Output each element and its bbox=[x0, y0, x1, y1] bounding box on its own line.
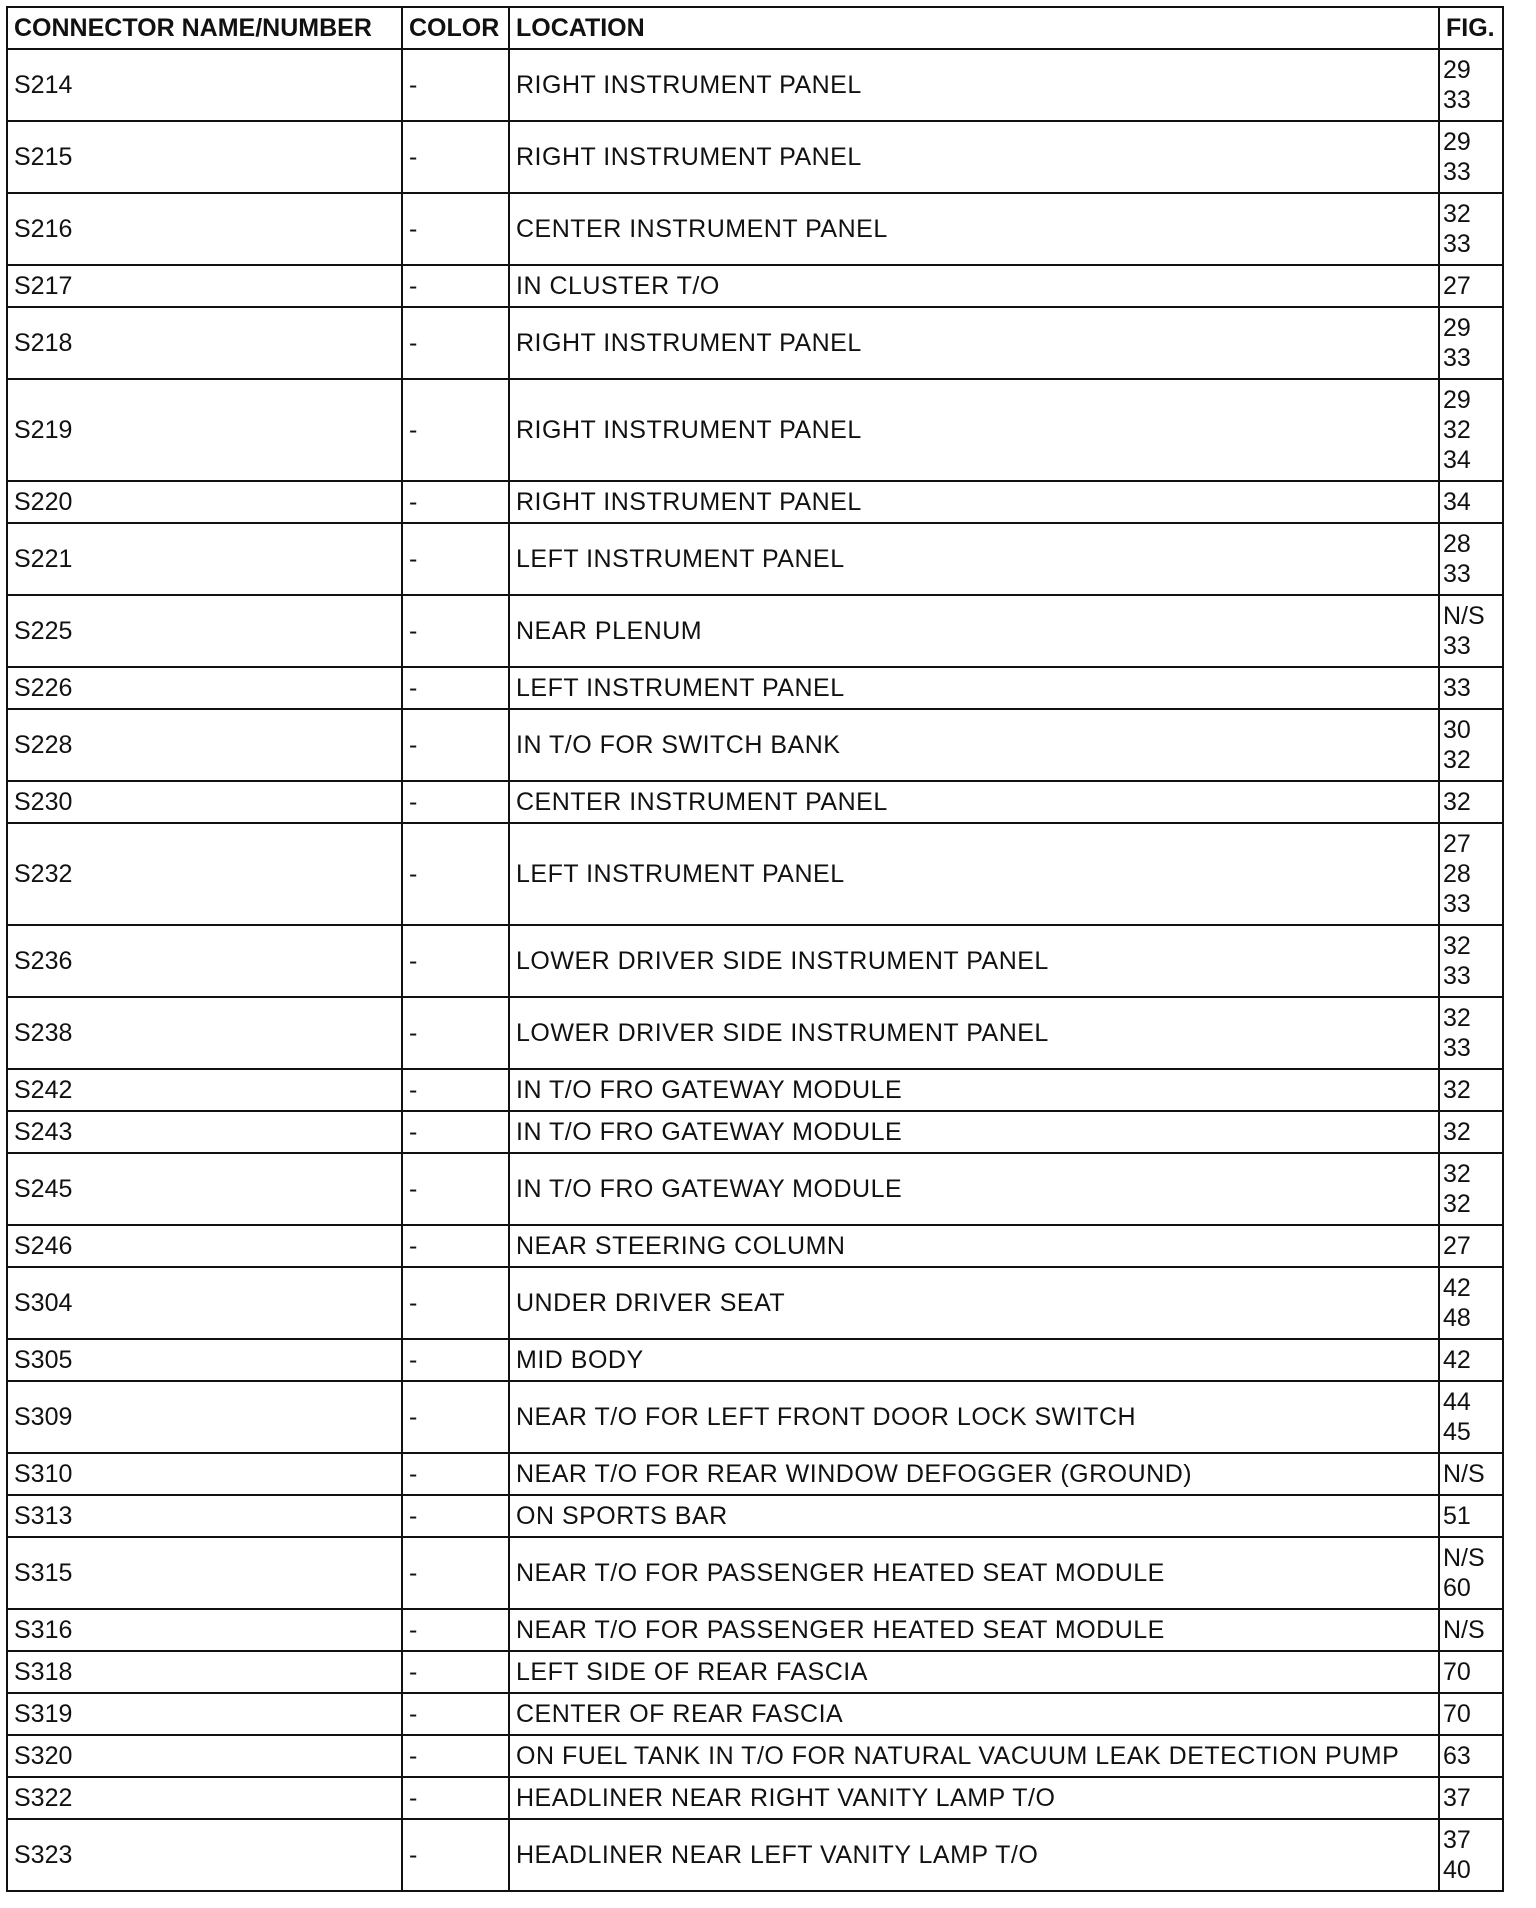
fig-cell bbox=[1439, 925, 1503, 997]
table-row bbox=[7, 379, 1503, 481]
connector-name-cell: S246 bbox=[7, 1225, 402, 1267]
color-cell: - bbox=[402, 523, 509, 595]
table-row bbox=[7, 1735, 1503, 1777]
location-cell: RIGHT INSTRUMENT PANEL bbox=[509, 379, 1439, 481]
color-cell: - bbox=[402, 1453, 509, 1495]
fig-number: 28 bbox=[1443, 860, 1471, 888]
location-cell: LOWER DRIVER SIDE INSTRUMENT PANEL bbox=[509, 925, 1439, 997]
color-cell: - bbox=[402, 1651, 509, 1693]
connector-name-cell: S238 bbox=[7, 997, 402, 1069]
color-cell: - bbox=[402, 49, 509, 121]
fig-number: 40 bbox=[1443, 1856, 1471, 1884]
table-row bbox=[7, 667, 1503, 709]
location-cell: NEAR STEERING COLUMN bbox=[509, 1225, 1439, 1267]
fig-number: 33 bbox=[1443, 86, 1471, 114]
fig-cell bbox=[1439, 1735, 1503, 1777]
header-connector-name: CONNECTOR NAME/NUMBER bbox=[7, 7, 402, 49]
table-row bbox=[7, 1693, 1503, 1735]
table-row bbox=[7, 925, 1503, 997]
table-row bbox=[7, 1069, 1503, 1111]
fig-cell bbox=[1439, 667, 1503, 709]
table-row bbox=[7, 1495, 1503, 1537]
fig-number: 27 bbox=[1443, 272, 1471, 300]
connector-name-cell: S236 bbox=[7, 925, 402, 997]
fig-number: 27 bbox=[1443, 830, 1471, 858]
color-cell: - bbox=[402, 1495, 509, 1537]
table-row bbox=[7, 523, 1503, 595]
location-cell: UNDER DRIVER SEAT bbox=[509, 1267, 1439, 1339]
fig-number: 34 bbox=[1443, 488, 1471, 516]
table-row bbox=[7, 307, 1503, 379]
header-location: LOCATION bbox=[509, 7, 1439, 49]
color-cell: - bbox=[402, 1693, 509, 1735]
table-row bbox=[7, 1453, 1503, 1495]
fig-cell bbox=[1439, 595, 1503, 667]
connector-name-cell: S215 bbox=[7, 121, 402, 193]
fig-number: 28 bbox=[1443, 530, 1471, 558]
color-cell: - bbox=[402, 1735, 509, 1777]
location-cell: NEAR T/O FOR LEFT FRONT DOOR LOCK SWITCH bbox=[509, 1381, 1439, 1453]
color-cell: - bbox=[402, 1819, 509, 1891]
color-cell: - bbox=[402, 1339, 509, 1381]
fig-cell bbox=[1439, 709, 1503, 781]
fig-number: 48 bbox=[1443, 1304, 1471, 1332]
location-cell: ON SPORTS BAR bbox=[509, 1495, 1439, 1537]
table-row bbox=[7, 595, 1503, 667]
connector-name-cell: S320 bbox=[7, 1735, 402, 1777]
color-cell: - bbox=[402, 481, 509, 523]
color-cell: - bbox=[402, 667, 509, 709]
color-cell: - bbox=[402, 1777, 509, 1819]
fig-number: 29 bbox=[1443, 314, 1471, 342]
fig-number: N/S bbox=[1443, 1616, 1485, 1644]
fig-number: N/S bbox=[1443, 1460, 1485, 1488]
table-row bbox=[7, 481, 1503, 523]
connector-name-cell: S216 bbox=[7, 193, 402, 265]
fig-cell bbox=[1439, 1381, 1503, 1453]
connector-name-cell: S322 bbox=[7, 1777, 402, 1819]
fig-number: 33 bbox=[1443, 632, 1471, 660]
connector-name-cell: S218 bbox=[7, 307, 402, 379]
fig-number: 32 bbox=[1443, 1160, 1471, 1188]
connector-name-cell: S226 bbox=[7, 667, 402, 709]
fig-number: 70 bbox=[1443, 1700, 1471, 1728]
connector-name-cell: S323 bbox=[7, 1819, 402, 1891]
connector-name-cell: S225 bbox=[7, 595, 402, 667]
header-fig: FIG. bbox=[1439, 7, 1503, 49]
connector-name-cell: S318 bbox=[7, 1651, 402, 1693]
fig-number: 34 bbox=[1443, 446, 1471, 474]
color-cell: - bbox=[402, 1225, 509, 1267]
fig-cell bbox=[1439, 1069, 1503, 1111]
fig-number: 32 bbox=[1443, 416, 1471, 444]
fig-number: 30 bbox=[1443, 716, 1471, 744]
fig-cell bbox=[1439, 1777, 1503, 1819]
connector-name-cell: S228 bbox=[7, 709, 402, 781]
fig-number: 32 bbox=[1443, 200, 1471, 228]
table-row bbox=[7, 121, 1503, 193]
fig-number: 33 bbox=[1443, 230, 1471, 258]
table-row bbox=[7, 997, 1503, 1069]
color-cell: - bbox=[402, 781, 509, 823]
table-row bbox=[7, 1537, 1503, 1609]
location-cell: IN T/O FRO GATEWAY MODULE bbox=[509, 1153, 1439, 1225]
connector-name-cell: S313 bbox=[7, 1495, 402, 1537]
table-body bbox=[7, 49, 1503, 1891]
color-cell: - bbox=[402, 1153, 509, 1225]
location-cell: MID BODY bbox=[509, 1339, 1439, 1381]
fig-cell bbox=[1439, 781, 1503, 823]
fig-cell bbox=[1439, 307, 1503, 379]
fig-cell bbox=[1439, 49, 1503, 121]
fig-cell bbox=[1439, 379, 1503, 481]
color-cell: - bbox=[402, 709, 509, 781]
table-row bbox=[7, 265, 1503, 307]
connector-name-cell: S243 bbox=[7, 1111, 402, 1153]
table-row bbox=[7, 1381, 1503, 1453]
fig-cell bbox=[1439, 823, 1503, 925]
fig-cell bbox=[1439, 523, 1503, 595]
fig-cell bbox=[1439, 1453, 1503, 1495]
location-cell: NEAR T/O FOR PASSENGER HEATED SEAT MODULE bbox=[509, 1609, 1439, 1651]
color-cell: - bbox=[402, 1069, 509, 1111]
table-row bbox=[7, 1609, 1503, 1651]
fig-cell bbox=[1439, 1339, 1503, 1381]
fig-number: 60 bbox=[1443, 1574, 1471, 1602]
table-row bbox=[7, 823, 1503, 925]
connector-name-cell: S214 bbox=[7, 49, 402, 121]
color-cell: - bbox=[402, 307, 509, 379]
connector-name-cell: S245 bbox=[7, 1153, 402, 1225]
fig-number: 33 bbox=[1443, 560, 1471, 588]
fig-cell bbox=[1439, 481, 1503, 523]
color-cell: - bbox=[402, 121, 509, 193]
fig-number: 29 bbox=[1443, 128, 1471, 156]
connector-name-cell: S309 bbox=[7, 1381, 402, 1453]
fig-cell bbox=[1439, 1225, 1503, 1267]
fig-number: 33 bbox=[1443, 1034, 1471, 1062]
fig-number: 33 bbox=[1443, 158, 1471, 186]
header-color: COLOR bbox=[402, 7, 509, 49]
connector-name-cell: S304 bbox=[7, 1267, 402, 1339]
connector-table bbox=[6, 6, 1504, 1892]
location-cell: RIGHT INSTRUMENT PANEL bbox=[509, 481, 1439, 523]
connector-name-cell: S305 bbox=[7, 1339, 402, 1381]
fig-number: 33 bbox=[1443, 962, 1471, 990]
connector-name-cell: S316 bbox=[7, 1609, 402, 1651]
fig-number: 42 bbox=[1443, 1274, 1471, 1302]
connector-name-cell: S217 bbox=[7, 265, 402, 307]
color-cell: - bbox=[402, 823, 509, 925]
table-row bbox=[7, 1225, 1503, 1267]
fig-cell bbox=[1439, 121, 1503, 193]
connector-name-cell: S310 bbox=[7, 1453, 402, 1495]
connector-name-cell: S221 bbox=[7, 523, 402, 595]
fig-number: 29 bbox=[1443, 56, 1471, 84]
table-row bbox=[7, 781, 1503, 823]
fig-number: 51 bbox=[1443, 1502, 1471, 1530]
color-cell: - bbox=[402, 1111, 509, 1153]
location-cell: IN T/O FOR SWITCH BANK bbox=[509, 709, 1439, 781]
connector-name-cell: S219 bbox=[7, 379, 402, 481]
color-cell: - bbox=[402, 265, 509, 307]
color-cell: - bbox=[402, 997, 509, 1069]
table-row bbox=[7, 1777, 1503, 1819]
fig-cell bbox=[1439, 1819, 1503, 1891]
fig-number: 27 bbox=[1443, 1232, 1471, 1260]
table-row bbox=[7, 1153, 1503, 1225]
fig-number: 37 bbox=[1443, 1784, 1471, 1812]
fig-cell bbox=[1439, 997, 1503, 1069]
fig-number: 45 bbox=[1443, 1418, 1471, 1446]
fig-cell bbox=[1439, 1537, 1503, 1609]
location-cell: LEFT SIDE OF REAR FASCIA bbox=[509, 1651, 1439, 1693]
connector-name-cell: S232 bbox=[7, 823, 402, 925]
table-row bbox=[7, 709, 1503, 781]
fig-number: 70 bbox=[1443, 1658, 1471, 1686]
fig-number: N/S bbox=[1443, 602, 1485, 630]
location-cell: CENTER INSTRUMENT PANEL bbox=[509, 193, 1439, 265]
connector-name-cell: S220 bbox=[7, 481, 402, 523]
table-row bbox=[7, 1651, 1503, 1693]
table-row bbox=[7, 1111, 1503, 1153]
color-cell: - bbox=[402, 379, 509, 481]
location-cell: LEFT INSTRUMENT PANEL bbox=[509, 667, 1439, 709]
table-row bbox=[7, 1819, 1503, 1891]
location-cell: RIGHT INSTRUMENT PANEL bbox=[509, 49, 1439, 121]
fig-cell bbox=[1439, 1111, 1503, 1153]
location-cell: HEADLINER NEAR RIGHT VANITY LAMP T/O bbox=[509, 1777, 1439, 1819]
fig-number: 32 bbox=[1443, 1004, 1471, 1032]
location-cell: RIGHT INSTRUMENT PANEL bbox=[509, 307, 1439, 379]
fig-number: 32 bbox=[1443, 788, 1471, 816]
connector-name-cell: S230 bbox=[7, 781, 402, 823]
color-cell: - bbox=[402, 595, 509, 667]
location-cell: NEAR PLENUM bbox=[509, 595, 1439, 667]
fig-cell bbox=[1439, 1495, 1503, 1537]
fig-number: 44 bbox=[1443, 1388, 1471, 1416]
location-cell: IN T/O FRO GATEWAY MODULE bbox=[509, 1069, 1439, 1111]
fig-number: 33 bbox=[1443, 674, 1471, 702]
location-cell: IN CLUSTER T/O bbox=[509, 265, 1439, 307]
location-cell: NEAR T/O FOR REAR WINDOW DEFOGGER (GROUND) bbox=[509, 1453, 1439, 1495]
table-row bbox=[7, 1339, 1503, 1381]
color-cell: - bbox=[402, 1381, 509, 1453]
color-cell: - bbox=[402, 1537, 509, 1609]
location-cell: HEADLINER NEAR LEFT VANITY LAMP T/O bbox=[509, 1819, 1439, 1891]
connector-name-cell: S315 bbox=[7, 1537, 402, 1609]
fig-cell bbox=[1439, 265, 1503, 307]
table-row bbox=[7, 1267, 1503, 1339]
location-cell: LEFT INSTRUMENT PANEL bbox=[509, 523, 1439, 595]
location-cell: CENTER INSTRUMENT PANEL bbox=[509, 781, 1439, 823]
fig-cell bbox=[1439, 1267, 1503, 1339]
location-cell: LEFT INSTRUMENT PANEL bbox=[509, 823, 1439, 925]
table-row bbox=[7, 49, 1503, 121]
fig-number: 32 bbox=[1443, 932, 1471, 960]
location-cell: CENTER OF REAR FASCIA bbox=[509, 1693, 1439, 1735]
location-cell: ON FUEL TANK IN T/O FOR NATURAL VACUUM LEAK DETECTION PUMP bbox=[509, 1735, 1439, 1777]
location-cell: NEAR T/O FOR PASSENGER HEATED SEAT MODULE bbox=[509, 1537, 1439, 1609]
fig-number: 29 bbox=[1443, 386, 1471, 414]
fig-cell bbox=[1439, 1153, 1503, 1225]
fig-cell bbox=[1439, 1693, 1503, 1735]
fig-number: 37 bbox=[1443, 1826, 1471, 1854]
color-cell: - bbox=[402, 925, 509, 997]
fig-cell bbox=[1439, 193, 1503, 265]
location-cell: RIGHT INSTRUMENT PANEL bbox=[509, 121, 1439, 193]
fig-number: 33 bbox=[1443, 344, 1471, 372]
fig-number: N/S bbox=[1443, 1544, 1485, 1572]
fig-number: 32 bbox=[1443, 1076, 1471, 1104]
fig-number: 63 bbox=[1443, 1742, 1471, 1770]
fig-number: 32 bbox=[1443, 1118, 1471, 1146]
fig-number: 32 bbox=[1443, 746, 1471, 774]
fig-cell bbox=[1439, 1609, 1503, 1651]
fig-cell bbox=[1439, 1651, 1503, 1693]
header-row bbox=[7, 7, 1503, 49]
table-row bbox=[7, 193, 1503, 265]
color-cell: - bbox=[402, 1267, 509, 1339]
location-cell: IN T/O FRO GATEWAY MODULE bbox=[509, 1111, 1439, 1153]
fig-number: 42 bbox=[1443, 1346, 1471, 1374]
fig-number: 32 bbox=[1443, 1190, 1471, 1218]
connector-name-cell: S319 bbox=[7, 1693, 402, 1735]
color-cell: - bbox=[402, 193, 509, 265]
location-cell: LOWER DRIVER SIDE INSTRUMENT PANEL bbox=[509, 997, 1439, 1069]
fig-number: 33 bbox=[1443, 890, 1471, 918]
color-cell: - bbox=[402, 1609, 509, 1651]
connector-name-cell: S242 bbox=[7, 1069, 402, 1111]
